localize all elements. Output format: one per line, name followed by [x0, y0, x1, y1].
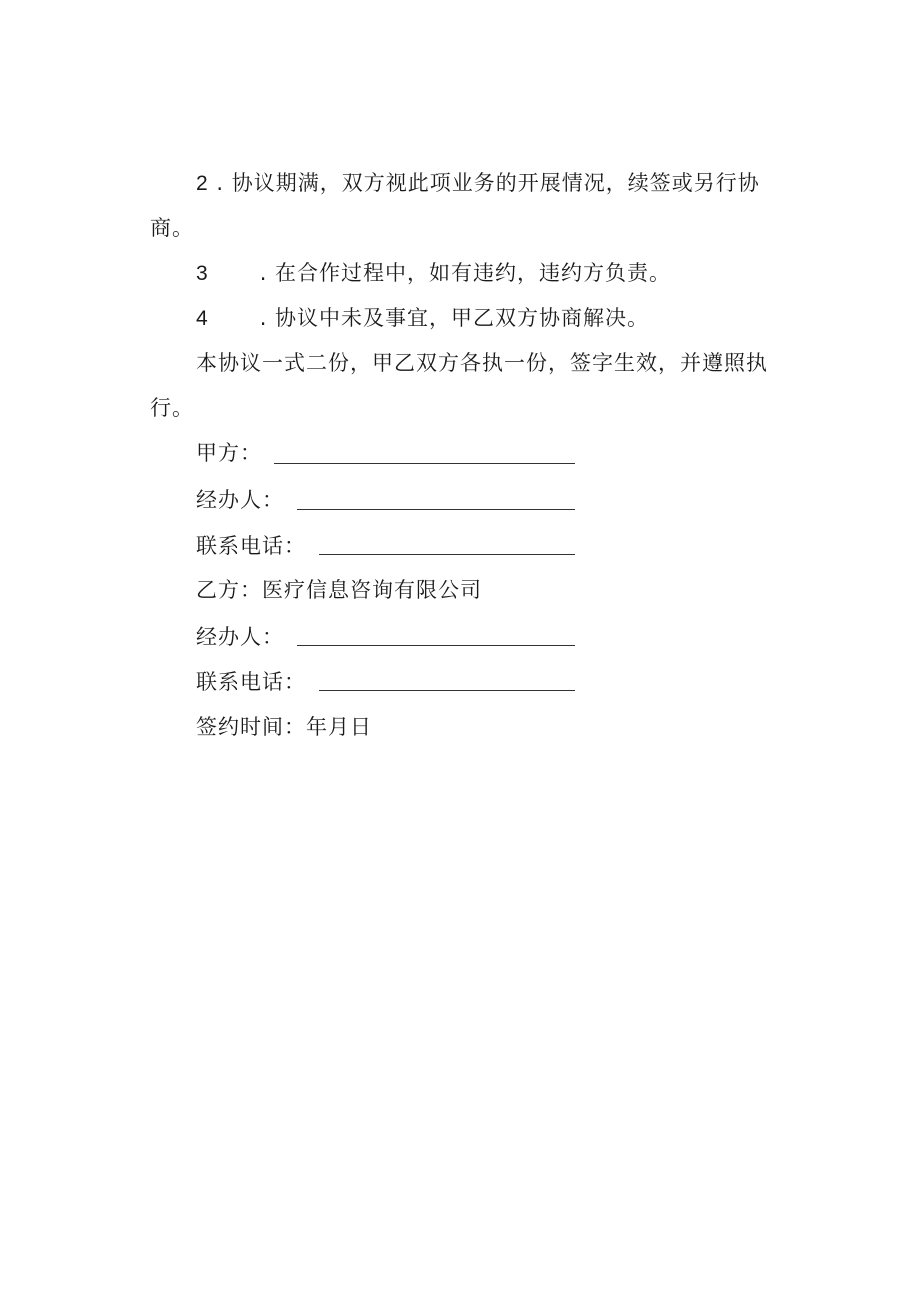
- party-a-phone-label: 联系电话：: [196, 534, 306, 558]
- party-b-phone-label: 联系电话：: [196, 670, 306, 694]
- party-b: [196, 575, 482, 605]
- party-b-name: 医疗信息咨询有限公司: [262, 578, 482, 602]
- item-4-number: 4: [196, 307, 209, 330]
- item-4: [196, 303, 649, 334]
- party-b-agent-line[interactable]: [297, 645, 575, 646]
- item-2-number: 2: [196, 172, 209, 195]
- item-3-number: 3: [196, 262, 209, 285]
- item-2-continuation: 商。: [150, 216, 194, 240]
- party-b-phone-line[interactable]: [319, 690, 575, 691]
- party-a-phone-line[interactable]: [319, 554, 575, 555]
- item-4-text: . 协议中未及事宜，甲乙双方协商解决。: [259, 306, 650, 330]
- party-a-label: 甲方：: [196, 441, 262, 465]
- party-a-signature-line[interactable]: [274, 463, 575, 464]
- party-b-agent-label: 经办人：: [196, 625, 284, 649]
- closing-line-1: 本协议一式二份，甲乙双方各执一份，签字生效，并遵照执: [196, 351, 768, 375]
- item-3-text: . 在合作过程中，如有违约，违约方负责。: [259, 261, 672, 285]
- item-3: [196, 258, 671, 289]
- signing-time-value: 年月日: [306, 715, 372, 739]
- party-b-label: 乙方：: [196, 578, 262, 602]
- item-2: [196, 168, 760, 199]
- party-a-agent-label: 经办人：: [196, 488, 284, 512]
- closing-line-2: 行。: [150, 396, 194, 420]
- item-2-text: . 协议期满，双方视此项业务的开展情况，续签或另行协: [216, 171, 760, 195]
- signing-time: [196, 712, 372, 742]
- party-a-agent-line[interactable]: [297, 509, 575, 510]
- signing-time-label: 签约时间：: [196, 715, 306, 739]
